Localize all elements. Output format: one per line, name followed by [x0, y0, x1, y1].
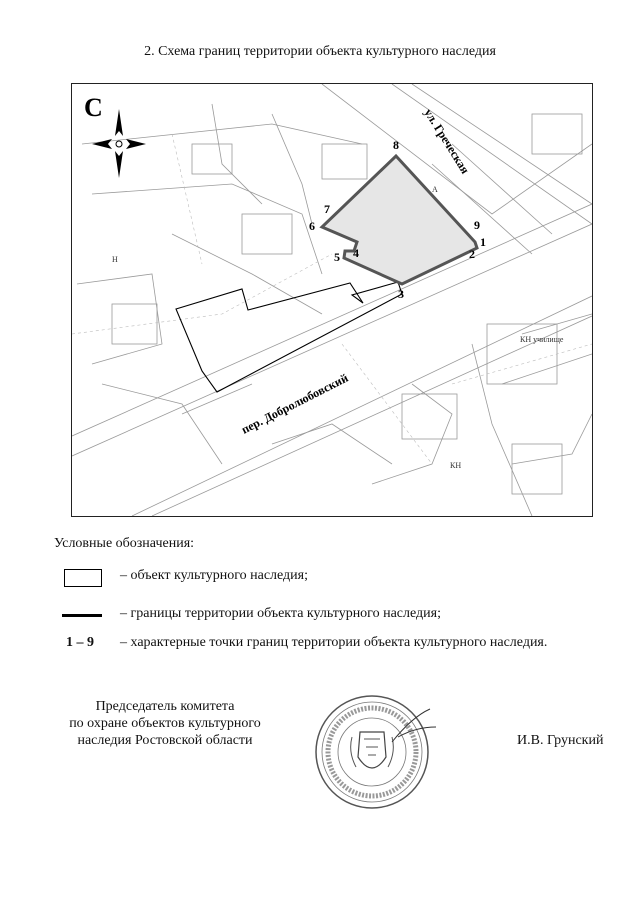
point-label-4: 4 [353, 246, 359, 260]
map-label-a: А [432, 185, 438, 194]
point-label-7: 7 [324, 202, 330, 216]
compass-label: С [84, 93, 103, 122]
point-label-8: 8 [393, 138, 399, 152]
territory-boundary [322, 156, 477, 284]
legend-text-boundary: – границы территории объекта культурного наследия; [120, 606, 441, 621]
position-line-2: по охране объектов культурного [69, 716, 261, 731]
signatory-position [40, 698, 290, 749]
point-label-5: 5 [334, 250, 340, 264]
page-title: 2. Схема границ территории объекта культурного наследия [144, 44, 496, 59]
map-drawing [72, 84, 592, 516]
territory-map [71, 83, 593, 517]
legend-item-object [0, 568, 640, 588]
point-label-2: 2 [469, 247, 475, 261]
position-line-3: наследия Ростовской области [77, 733, 253, 748]
map-label-n: Н [112, 255, 118, 264]
map-label-kn: КН [450, 461, 462, 470]
position-line-1: Председатель комитета [95, 699, 235, 714]
point-label-9: 9 [474, 218, 480, 232]
legend-text-object: – объект культурного наследия; [120, 568, 308, 583]
legend-points-symbol: 1 – 9 [66, 635, 94, 650]
legend-title: Условные обозначения: [54, 536, 195, 551]
point-label-3: 3 [398, 287, 404, 301]
legend-line-symbol [62, 614, 102, 617]
signatory-name: И.В. Грунский [517, 733, 604, 748]
street-label-grecheskaya: ул. Греческая [421, 106, 473, 177]
dashed-lines [72, 134, 592, 464]
legend-box-symbol [64, 569, 102, 587]
official-seal-stamp [312, 687, 442, 822]
legend-item-points [0, 635, 640, 655]
point-label-6: 6 [309, 219, 315, 233]
map-label-uchilishche: КН училище [520, 335, 564, 344]
street-label-dobrolyubovsky: пер. Добролюбовский [239, 370, 351, 437]
cadastral-lines [72, 84, 592, 516]
point-label-1: 1 [480, 235, 486, 249]
heritage-building-outline [176, 282, 402, 392]
legend-text-points: – характерные точки границ территории объекта культурного наследия. [120, 635, 548, 650]
legend-item-boundary [0, 606, 640, 626]
